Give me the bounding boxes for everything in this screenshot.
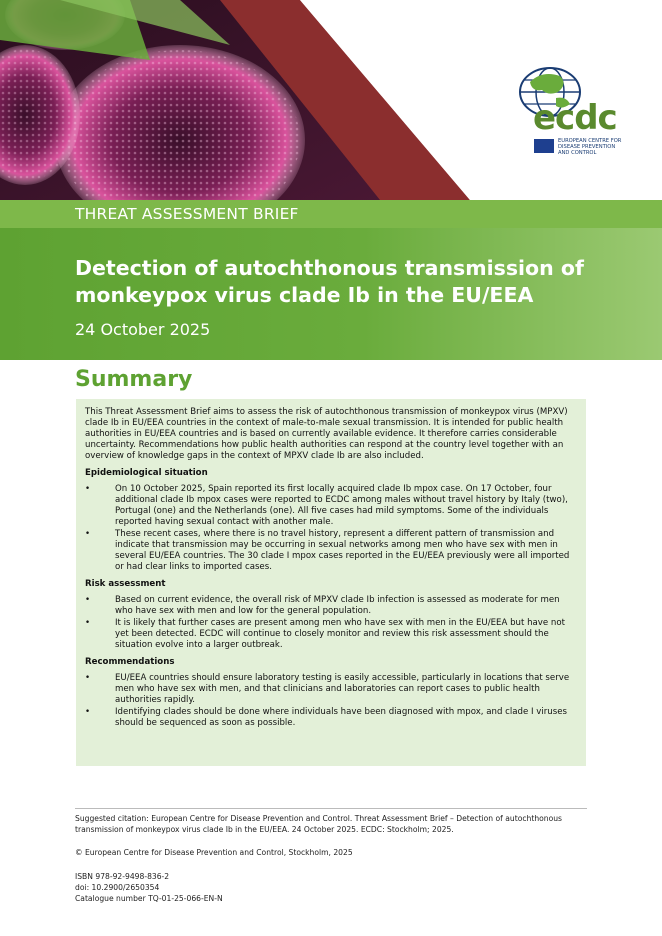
bullet-icon: • [85, 529, 91, 539]
epidemiological-list [85, 484, 576, 573]
footer-divider [75, 808, 587, 809]
doc-type-label: THREAT ASSESSMENT BRIEF [75, 205, 299, 223]
summary-intro: This Threat Assessment Brief aims to assess the risk of autochthonous transmission of monkeypox virus (MPXV) clade Ib in EU/EEA countries in the context of male-to-male sexual transmission. It is intended for public health authorities in EU/EEA countries and is based on currently available evidence. It therefore carries considerable uncertainty. Recommendations how public health authorities can respond at the country level together with an overview of knowledge gaps in the context of MPXV clade Ib are also included. [85, 407, 568, 461]
section-heading-recommendations: Recommendations [85, 657, 175, 667]
doi: doi: 10.2900/2650354 [75, 883, 160, 892]
summary-heading: Summary [75, 367, 193, 392]
bullet-icon: • [85, 484, 91, 494]
risk-list [85, 595, 576, 651]
list-item: • Identifying clades should be done where individuals have been diagnosed with mpox, and clade I viruses should be sequenced as soon as possible. [85, 707, 567, 728]
eu-flag-icon [534, 139, 554, 153]
list-item: • It is likely that further cases are present among men who have sex with men in the EU/EEA but have not yet been detected. ECDC will continue to closely monitor and review this risk assessment should the situation evolve into a larger outbreak. [85, 618, 565, 650]
list-item: • Based on current evidence, the overall risk of MPXV clade Ib infection is assessed as moderate for men who have sex with men and low for the general population. [85, 595, 560, 616]
section-heading-epidemiological: Epidemiological situation [85, 468, 208, 478]
publication-identifiers [75, 871, 223, 904]
catalogue-number: Catalogue number TQ-01-25-066-EN-N [75, 894, 223, 903]
ecdc-logo-text: ecdc [533, 98, 617, 138]
list-item: • On 10 October 2025, Spain reported its first locally acquired clade Ib mpox case. On 17 October, four additional clade Ib mpox cases were reported to ECDC among males without travel history by Italy (two), Portugal (one) and the Netherlands (one). All five cases had mild symptoms. Some of the individuals reported having sexual contact with another male. [85, 484, 568, 527]
bullet-icon: • [85, 618, 91, 628]
copyright-notice: © European Centre for Disease Prevention and Control, Stockholm, 2025 [75, 848, 353, 857]
bullet-icon: • [85, 673, 91, 683]
list-item: • EU/EEA countries should ensure laboratory testing is easily accessible, particularly in locations that serve men who have sex with men, and that clinicians and laboratories can report cases to public health authorities rapidly. [85, 673, 570, 705]
document-date: 24 October 2025 [75, 320, 211, 339]
list-item: • These recent cases, where there is no travel history, represent a different pattern of transmission and indicate that transmission may be occurring in sexual networks among men who have sex with men in several EU/EEA countries. The 30 clade I mpox cases reported in the EU/EEA previously were all imported or had clear links to imported cases. [85, 529, 570, 572]
suggested-citation: Suggested citation: European Centre for Disease Prevention and Control. Threat Assessment Brief – Detection of autochthonous transmission of monkeypox virus clade Ib in the EU/EEA. 24 October 2025. ECDC: Stockholm; 2025. [75, 814, 563, 834]
summary-box [76, 399, 586, 766]
isbn: ISBN 978-92-9498-836-2 [75, 872, 170, 881]
section-heading-risk: Risk assessment [85, 579, 166, 589]
org-name: EUROPEAN CENTRE FOR DISEASE PREVENTION AND CONTROL [558, 138, 622, 156]
bullet-icon: • [85, 707, 91, 717]
bullet-icon: • [85, 595, 91, 605]
recommendations-list [85, 673, 576, 729]
document-title: Detection of autochthonous transmission of monkeypox virus clade Ib in the EU/EEA [75, 256, 584, 307]
